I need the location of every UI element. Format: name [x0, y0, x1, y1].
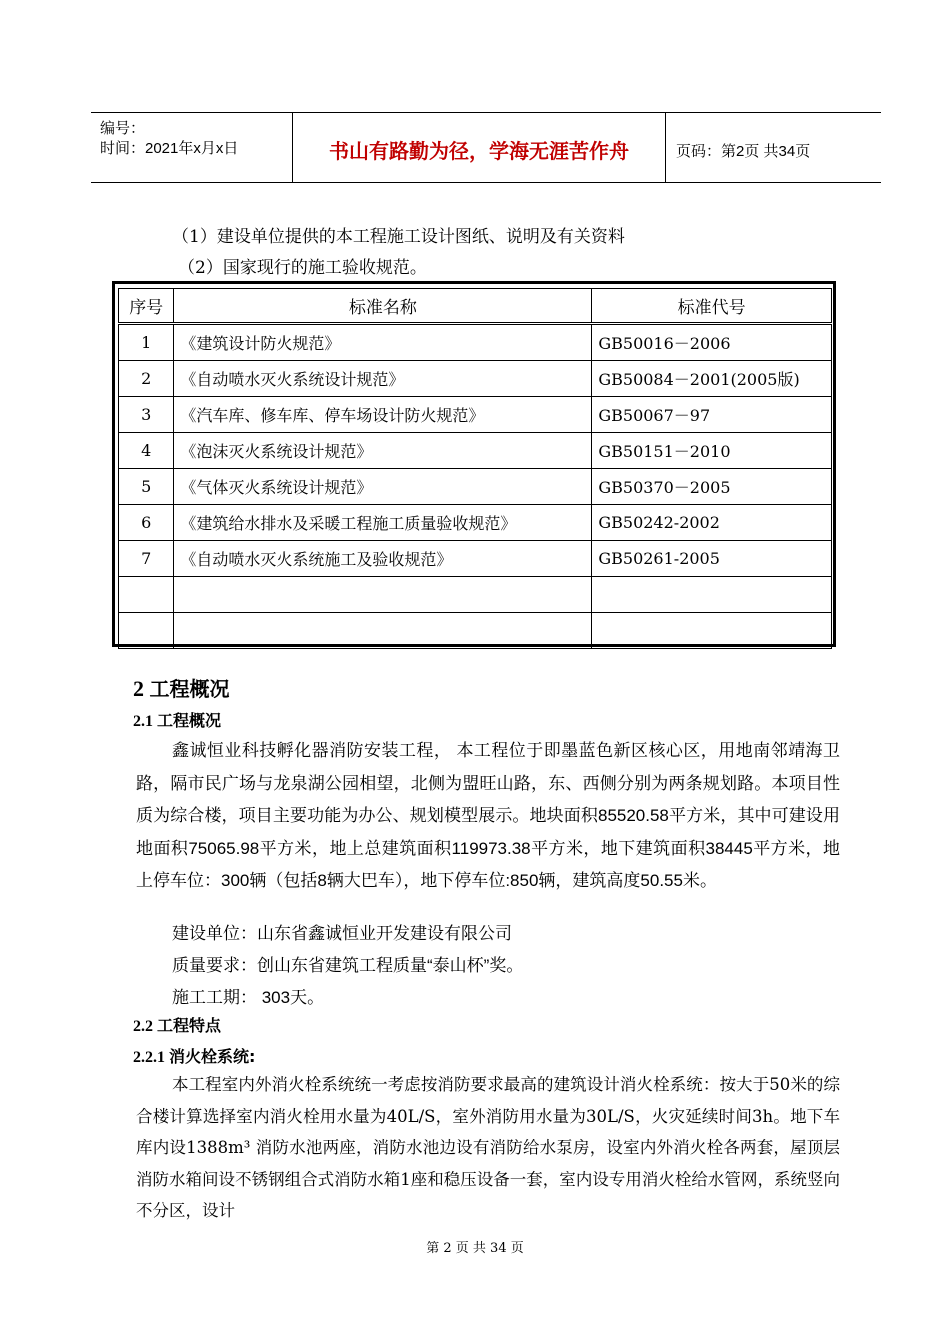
table-row	[119, 469, 832, 505]
section-2-1-number: 2.1	[133, 713, 153, 730]
row-index	[119, 577, 174, 613]
section-2-2-number: 2.2	[133, 1018, 153, 1035]
section-2-2-title: 工程特点	[157, 1016, 222, 1035]
row-index: 4	[119, 433, 174, 469]
overview-paragraph: 鑫诚恒业科技孵化器消防安装工程， 本工程位于即墨蓝色新区核心区，用地南邻靖海卫路，隔市民广场与龙泉湖公园相望，北侧为盟旺山路，东、西侧分别为两条规划路。本项目性质为综合楼，项目主要功能为办公、规划模型展示。地块面积85520.58平方米，其中可建设用地面积75065.98平方米，地上总建筑面积119973.38平方米，地下建筑面积38445平方米，地上停车位：300辆（包括8辆大巴车），地下停车位:850辆，建筑高度50.55米。	[136, 741, 840, 890]
row-standard-code	[592, 613, 832, 649]
row-standard-code	[592, 577, 832, 613]
section-2-2-1-title: 消火栓系统:	[169, 1047, 256, 1066]
row-standard-code: GB50016－2006	[592, 324, 832, 361]
section-2-title: 工程概况	[149, 677, 230, 701]
table-row	[119, 324, 832, 361]
header-middle-cell	[293, 113, 666, 182]
header-cell-name: 标准名称	[174, 289, 592, 324]
table-row-empty	[119, 613, 832, 649]
table-row	[119, 397, 832, 433]
intro-line-2: （2）国家现行的施工验收规范。	[178, 258, 427, 278]
table-row	[119, 541, 832, 577]
row-standard-name: 《自动喷水灭火系统设计规范》	[174, 361, 592, 397]
row-index: 7	[119, 541, 174, 577]
header-cell-code: 标准代号	[592, 289, 832, 324]
page-footer: 第 2 页 共 34 页	[426, 1241, 524, 1256]
row-index	[119, 613, 174, 649]
row-standard-name: 《自动喷水灭火系统施工及验收规范》	[174, 541, 592, 577]
row-standard-name: 《建筑给水排水及采暖工程施工质量验收规范》	[174, 505, 592, 541]
row-standard-code: GB50084－2001(2005版)	[592, 361, 832, 397]
row-standard-code: GB50067－97	[592, 397, 832, 433]
row-standard-code: GB50370－2005	[592, 469, 832, 505]
section-2-1-heading	[133, 708, 221, 731]
section-2-number: 2	[133, 676, 144, 701]
section-2-2-1-number: 2.2.1	[133, 1049, 165, 1066]
row-standard-name: 《气体灭火系统设计规范》	[174, 469, 592, 505]
document-number-label: 编号：	[100, 120, 146, 137]
hydrant-paragraph: 本工程室内外消火栓系统统一考虑按消防要求最高的建筑设计消火栓系统：按大于50米的综合楼计算选择室内消火栓用水量为40L/S，室外消防用水量为30L/S，火灾延续时间3h。地下车库内设1388m³ 消防水池两座，消防水池边设有消防给水泵房，设室内外消火栓各两套，屋顶层消防水箱间设不锈钢组合式消防水箱1座和稳压设备一套，室内设专用消火栓给水管网，系统竖向不分区，设计	[136, 1075, 840, 1220]
header-left-cell	[91, 113, 293, 182]
header-right-cell	[666, 113, 881, 182]
row-standard-name: 《泡沫灭火系统设计规范》	[174, 433, 592, 469]
row-standard-name: 《汽车库、修车库、停车场设计防火规范》	[174, 397, 592, 433]
header-page-label: 页码：第2页 共34页	[676, 143, 811, 160]
table-row-empty	[119, 577, 832, 613]
table-row	[119, 433, 832, 469]
row-standard-name	[174, 577, 592, 613]
row-index: 2	[119, 361, 174, 397]
row-index: 3	[119, 397, 174, 433]
standards-table	[118, 288, 832, 649]
row-standard-code: GB50261-2005	[592, 541, 832, 577]
header-motto: 书山有路勤为径，学海无涯苦作舟	[329, 139, 629, 163]
table-row	[119, 361, 832, 397]
header-cell-index: 序号	[119, 289, 174, 324]
row-index: 6	[119, 505, 174, 541]
section-2-heading	[133, 673, 230, 702]
table-row	[119, 505, 832, 541]
builder-line: 建设单位：山东省鑫诚恒业开发建设有限公司	[172, 924, 512, 943]
standards-table-frame	[112, 281, 836, 647]
intro-line-1: （1）建设单位提供的本工程施工设计图纸、说明及有关资料	[172, 227, 625, 247]
row-standard-name	[174, 613, 592, 649]
row-index: 1	[119, 324, 174, 361]
row-standard-code: GB50242-2002	[592, 505, 832, 541]
section-2-2-heading	[133, 1013, 221, 1036]
section-2-2-1-heading	[133, 1044, 255, 1067]
duration-line: 施工工期： 303天。	[172, 988, 325, 1007]
page-header	[91, 112, 881, 183]
section-2-1-title: 工程概况	[157, 711, 222, 730]
table-header-row	[119, 289, 832, 324]
row-standard-code: GB50151－2010	[592, 433, 832, 469]
row-index: 5	[119, 469, 174, 505]
row-standard-name: 《建筑设计防火规范》	[174, 324, 592, 361]
quality-line: 质量要求：创山东省建筑工程质量“泰山杯”奖。	[172, 956, 524, 975]
document-time-label: 时间：2021年x月x日	[100, 140, 239, 157]
